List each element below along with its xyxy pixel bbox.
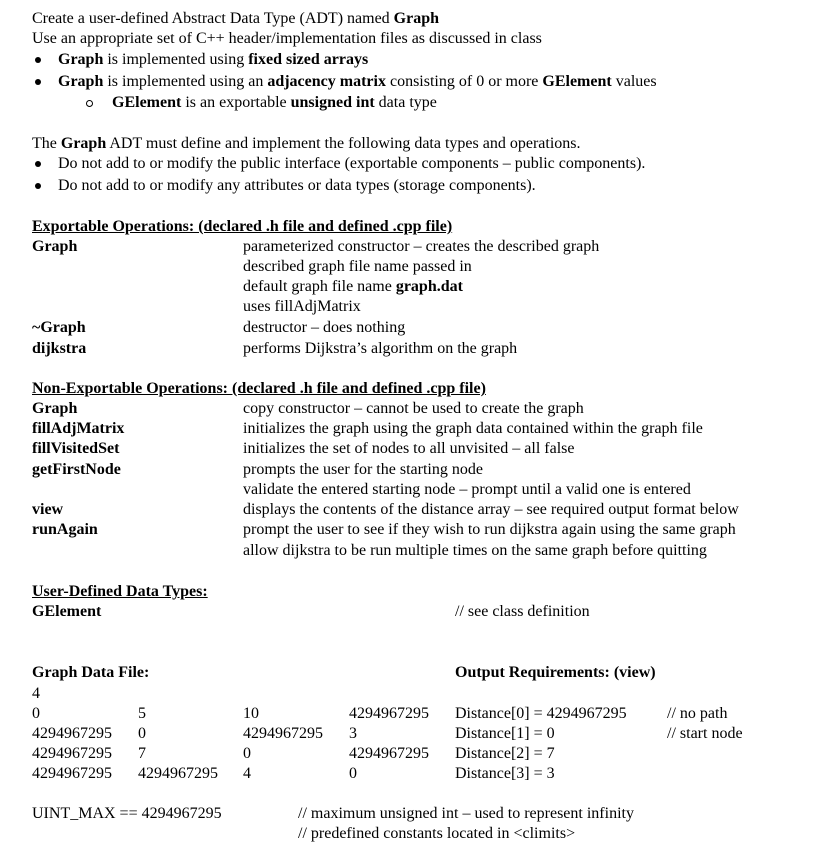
exportable-graph-desc-2: described graph file name passed in (243, 258, 472, 275)
matrix-cell: 3 (349, 725, 357, 742)
matrix-cell: 4294967295 (349, 705, 429, 722)
exportable-dijkstra-desc: performs Dijkstra’s algorithm on the graph (243, 340, 518, 357)
exportable-dtor-name: ~Graph (32, 319, 86, 336)
output-comment: // start node (667, 725, 743, 742)
nonexportable-row-name: Graph (32, 400, 78, 417)
intro-line-1: Create a user-defined Abstract Data Type (ADT) named Graph (32, 10, 440, 27)
exportable-graph-desc-4: uses fillAdjMatrix (243, 298, 361, 315)
adt-line: The Graph ADT must define and implement the following data types and operations. (32, 135, 581, 152)
udt-name: GElement (32, 603, 102, 620)
output-line: Distance[0] = 4294967295 (455, 705, 627, 722)
matrix-cell: 4294967295 (32, 745, 112, 762)
matrix-cell: 4 (243, 765, 251, 782)
uint-max-line: UINT_MAX == 4294967295 (32, 805, 222, 822)
nonexportable-row-desc: displays the contents of the distance array – see required output format below (243, 501, 739, 518)
nonexportable-row-desc: validate the entered starting node – prompt until a valid one is entered (243, 481, 691, 498)
bullet-icon (35, 161, 41, 167)
matrix-cell: 10 (243, 705, 259, 722)
matrix-cell: 7 (138, 745, 146, 762)
exportable-dijkstra-name: dijkstra (32, 340, 87, 357)
intro-sub-bullet: GElement is an exportable unsigned int data type (112, 94, 437, 111)
exportable-heading: Exportable Operations: (declared .h file and defined .cpp file) (32, 218, 453, 235)
graph-file-heading: Graph Data File: (32, 664, 150, 681)
footer-comment-2: // predefined constants located in <climits> (298, 825, 576, 842)
bullet-icon (35, 79, 41, 85)
intro-bullet-1: Graph is implemented using fixed sized arrays (58, 51, 369, 68)
output-line: Distance[3] = 3 (455, 765, 555, 782)
matrix-cell: 4294967295 (243, 725, 323, 742)
matrix-cell: 4294967295 (349, 745, 429, 762)
graph-file-count: 4 (32, 685, 40, 702)
bullet-icon (35, 57, 41, 63)
sub-bullet-icon (86, 100, 93, 107)
nonexportable-row-name: view (32, 501, 64, 518)
nonexportable-row-desc: prompt the user to see if they wish to run dijkstra again using the same graph (243, 521, 736, 538)
nonexportable-row-desc: copy constructor – cannot be used to create the graph (243, 400, 584, 417)
nonexportable-row-desc: prompts the user for the starting node (243, 461, 483, 478)
nonexportable-row-desc: initializes the set of nodes to all unvisited – all false (243, 440, 575, 457)
matrix-cell: 4294967295 (138, 765, 218, 782)
matrix-cell: 0 (349, 765, 357, 782)
exportable-graph-desc-3: default graph file name graph.dat (243, 278, 463, 295)
adt-bullet-2: Do not add to or modify any attributes or data types (storage components). (58, 177, 536, 194)
nonexportable-row-name: getFirstNode (32, 461, 121, 478)
exportable-dtor-desc: destructor – does nothing (243, 319, 406, 336)
output-heading: Output Requirements: (view) (455, 664, 656, 681)
intro-bullet-2: Graph is implemented using an adjacency matrix consisting of 0 or more GElement values (58, 73, 657, 90)
exportable-graph-name: Graph (32, 238, 78, 255)
matrix-cell: 0 (138, 725, 146, 742)
nonexportable-row-desc: initializes the graph using the graph data contained within the graph file (243, 420, 703, 437)
footer-comment-1: // maximum unsigned int – used to represent infinity (298, 805, 634, 822)
udt-heading: User-Defined Data Types: (32, 583, 208, 600)
output-line: Distance[1] = 0 (455, 725, 555, 742)
nonexportable-row-name: runAgain (32, 521, 98, 538)
bullet-icon (35, 183, 41, 189)
output-comment: // no path (667, 705, 728, 722)
output-line: Distance[2] = 7 (455, 745, 555, 762)
exportable-graph-desc-1: parameterized constructor – creates the described graph (243, 238, 600, 255)
nonexportable-heading: Non-Exportable Operations: (declared .h file and defined .cpp file) (32, 380, 486, 397)
intro-line-2: Use an appropriate set of C++ header/implementation files as discussed in class (32, 30, 542, 47)
matrix-cell: 4294967295 (32, 765, 112, 782)
nonexportable-row-desc: allow dijkstra to be run multiple times on the same graph before quitting (243, 542, 707, 559)
adt-bullet-1: Do not add to or modify the public interface (exportable components – public components). (58, 155, 646, 172)
matrix-cell: 0 (32, 705, 40, 722)
matrix-cell: 4294967295 (32, 725, 112, 742)
nonexportable-row-name: fillVisitedSet (32, 440, 120, 457)
matrix-cell: 0 (243, 745, 251, 762)
nonexportable-row-name: fillAdjMatrix (32, 420, 125, 437)
matrix-cell: 5 (138, 705, 146, 722)
udt-comment: // see class definition (455, 603, 590, 620)
